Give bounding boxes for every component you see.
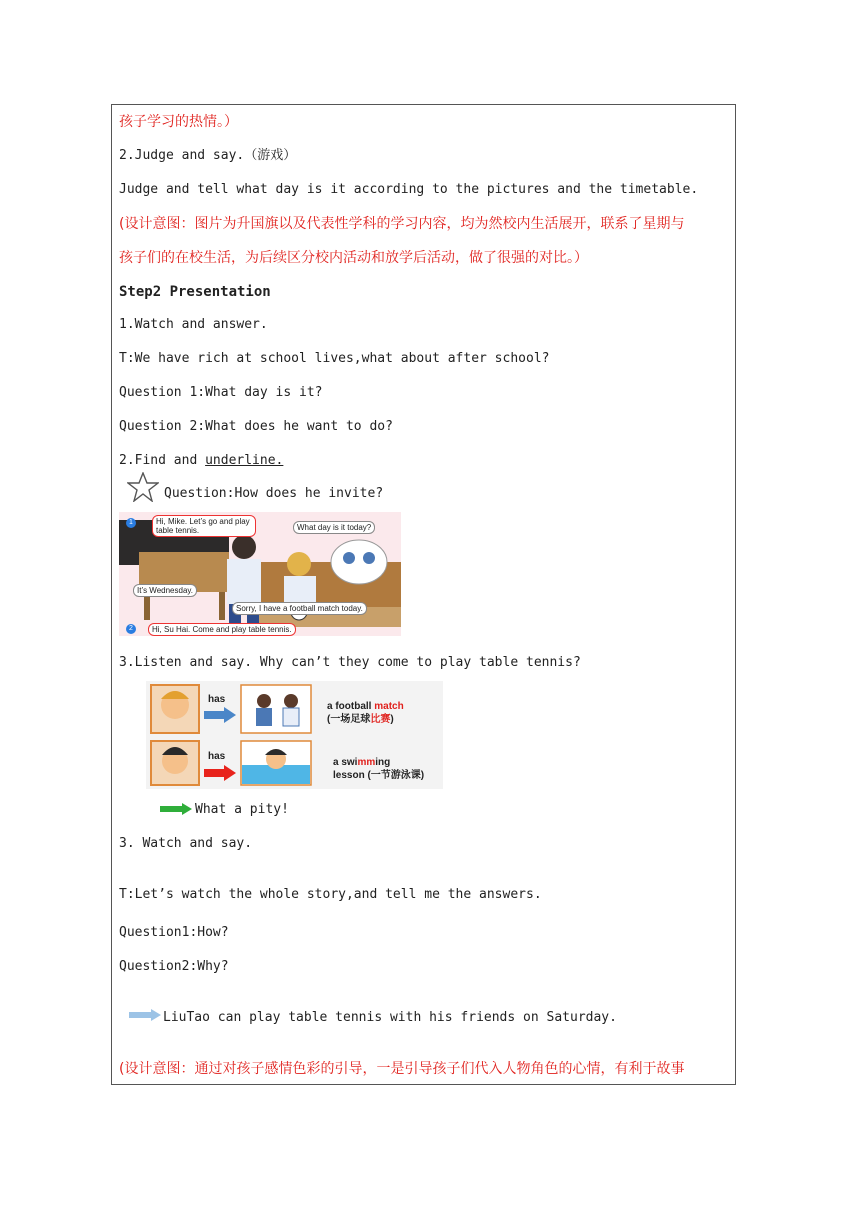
- teacher-instruction: T:Let’s watch the whole story,and tell me the answers.: [119, 887, 542, 902]
- green-arrow-icon: [160, 803, 192, 815]
- question-1: Question 1:What day is it?: [119, 385, 323, 400]
- answer-statement: LiuTao can play table tennis with his friends on Saturday.: [163, 1010, 617, 1025]
- watch-and-answer: 1.Watch and answer.: [119, 317, 268, 332]
- light-blue-arrow-icon: [129, 1009, 161, 1021]
- watch-and-say: 3. Watch and say.: [119, 836, 253, 851]
- question2-why: Question2:Why?: [119, 959, 229, 974]
- speech-bubble-2: What day is it today?: [293, 521, 375, 534]
- has-label-2: has: [208, 751, 226, 762]
- question1-how: Question1:How?: [119, 925, 229, 940]
- question-2: Question 2:What does he want to do?: [119, 419, 393, 434]
- football-match-label: [327, 700, 404, 726]
- design-note-end: 孩子学习的热情。）: [119, 114, 238, 130]
- blue-arrow-icon: [204, 707, 236, 723]
- football-match-cn: (一场足球: [327, 714, 371, 725]
- star-icon: [127, 472, 159, 502]
- find-prefix: 2.Find and: [119, 453, 206, 468]
- red-arrow-icon: [204, 765, 236, 781]
- judge-instruction: Judge and tell what day is it according to the pictures and the timetable.: [119, 182, 699, 197]
- judge-and-say-heading: 2.Judge and say.（游戏）: [119, 148, 297, 163]
- football-match-text: a football: [327, 701, 375, 712]
- story-picture: [119, 512, 401, 636]
- speech-bubble-4: Sorry, I have a football match today.: [232, 602, 367, 615]
- what-a-pity: What a pity!: [195, 802, 289, 817]
- speech-bubble-1: Hi, Mike. Let’s go and play table tennis.: [152, 515, 256, 537]
- underline-word: underline.: [205, 453, 284, 468]
- swimming-highlight: mm: [357, 757, 376, 768]
- football-match-cn-close: ): [390, 714, 394, 725]
- design-note-1a: (设计意图：图片为升国旗以及代表性学科的学习内容，均为然校内生活展开，联系了星期与: [119, 216, 685, 232]
- vocab-picture: [146, 681, 443, 789]
- listen-and-say: 3.Listen and say. Why can’t they come to play table tennis?: [119, 655, 581, 670]
- swimming-lesson-cn: lesson (一节游泳课): [333, 770, 425, 781]
- has-label-1: has: [208, 694, 226, 705]
- swimming-lesson-label: [333, 756, 424, 782]
- swimming-post: ing: [375, 757, 391, 768]
- match-highlight: match: [374, 701, 404, 712]
- step-number-1: 1: [126, 518, 136, 528]
- step2-heading: Step2 Presentation: [119, 284, 271, 300]
- design-note-1b: 孩子们的在校生活，为后续区分校内活动和放学后活动，做了很强的对比。）: [119, 250, 588, 266]
- find-and-underline: [119, 452, 283, 470]
- design-note-2: (设计意图：通过对孩子感情色彩的引导，一是引导孩子们代入人物角色的心情，有利于故事: [119, 1061, 685, 1077]
- match-cn-highlight: 比赛: [370, 714, 391, 725]
- speech-bubble-3: It’s Wednesday.: [133, 584, 197, 597]
- speech-bubble-5: Hi, Su Hai. Come and play table tennis.: [148, 623, 296, 636]
- step-number-2: 2: [126, 624, 136, 634]
- swimming-pre: a swi: [333, 757, 358, 768]
- invite-question: Question:How does he invite?: [164, 486, 384, 501]
- teacher-question: T:We have rich at school lives,what about after school?: [119, 351, 550, 366]
